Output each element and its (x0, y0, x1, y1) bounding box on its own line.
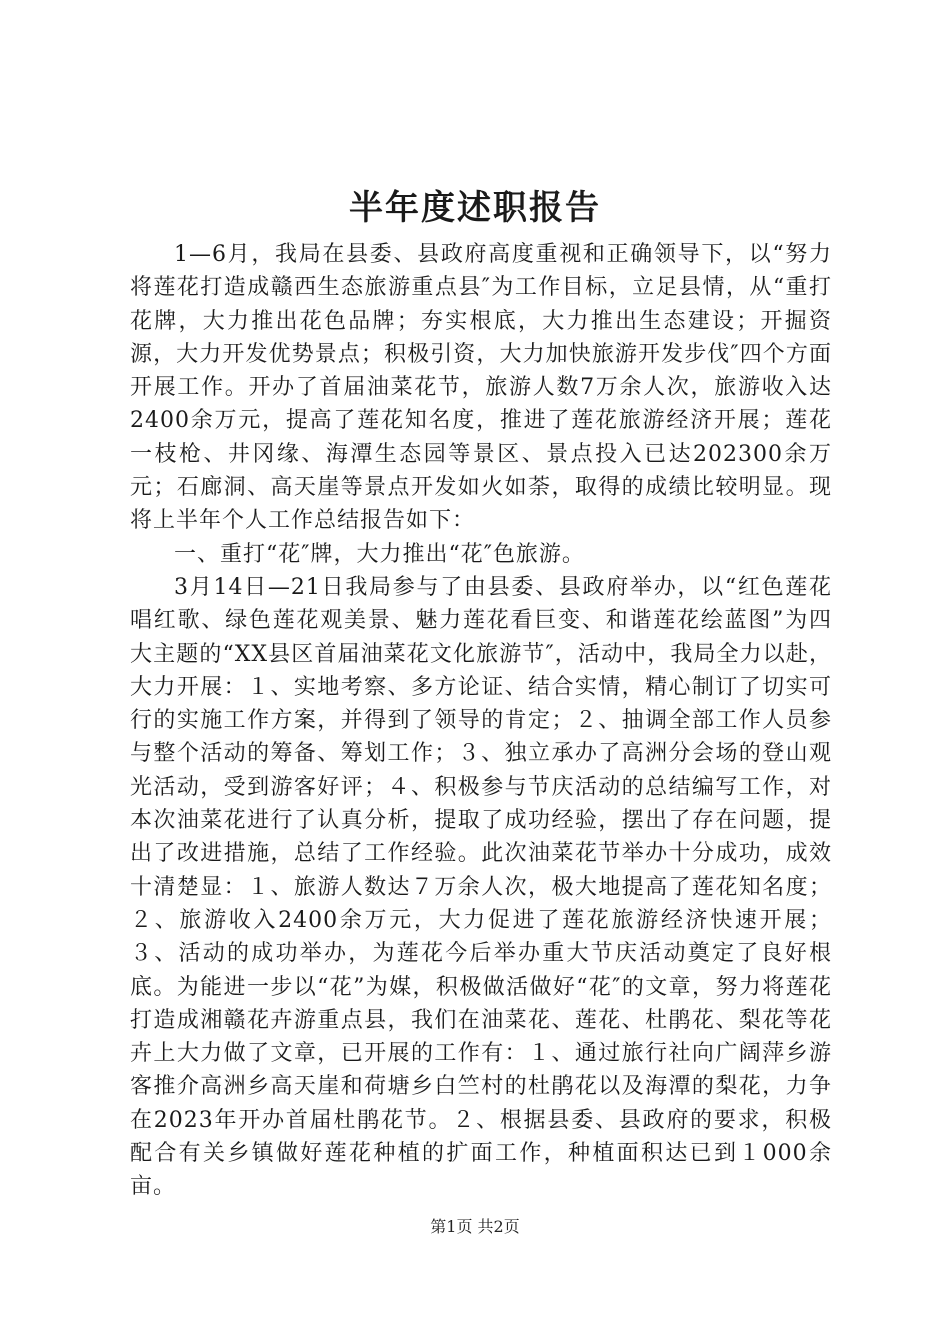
section-paragraph: 3月14日—21日我局参与了由县委、县政府举办，以“红色莲花唱红歌、绿色莲花观美景、魅力莲花看巨变、和谐莲花绘蓝图”为四大主题的“XX县区首届油菜花文化旅游节″，活动中，我局全力以赴，大力开展：１、实地考察、多方论证、结合实情，精心制订了切实可行的实施工作方案，并得到了领导的肯定；２、抽调全部工作人员参与整个活动的筹备、筹划工作；３、独立承办了高洲分会场的登山观光活动，受到游客好评；４、积极参与节庆活动的总结编写工作，对本次油菜花进行了认真分析，提取了成功经验，摆出了存在问题，提出了改进措施，总结了工作经验。此次油菜花节举办十分成功，成效十清楚显：１、旅游人数达７万余人次，极大地提高了莲花知名度；２、旅游收入2400余万元，大力促进了莲花旅游经济快速开展；３、活动的成功举办，为莲花今后举办重大节庆活动奠定了良好根底。为能进一步以“花”为媒，积极做活做好“花″的文章，努力将莲花打造成湘赣花卉游重点县，我们在油菜花、莲花、杜鹃花、梨花等花卉上大力做了文章，已开展的工作有：１、通过旅行社向广阔萍乡游客推介高洲乡高天崖和荷塘乡白竺村的杜鹃花以及海潭的梨花，力争在2023年开办首届杜鹃花节。２、根据县委、县政府的要求，积极配合有关乡镇做好莲花种植的扩面工作，种植面积达已到１000余亩。 (130, 574, 832, 1200)
page-title: 半年度述职报告 (349, 188, 601, 228)
section-heading: 一、重打“花″牌，大力推出“花″色旅游。 (174, 541, 585, 567)
document-body (130, 238, 832, 1204)
page-number: 第1页 共2页 (430, 1217, 520, 1236)
intro-paragraph: 1—6月，我局在县委、县政府高度重视和正确领导下，以“努力将莲花打造成赣西生态旅游重点县″为工作目标，立足县情，从“重打花牌，大力推出花色品牌；夯实根底，大力推出生态建设；开掘资源，大力开发优势景点；积极引资，大力加快旅游开发步伐″四个方面开展工作。开办了首届油菜花节，旅游人数7万余人次，旅游收入达2400余万元，提高了莲花知名度，推进了莲花旅游经济开展；莲花一枝枪、井冈缘、海潭生态园等景区、景点投入已达202300余万元；石廊洞、高天崖等景点开发如火如荼，取得的成绩比较明显。现将上半年个人工作总结报告如下： (130, 242, 832, 534)
